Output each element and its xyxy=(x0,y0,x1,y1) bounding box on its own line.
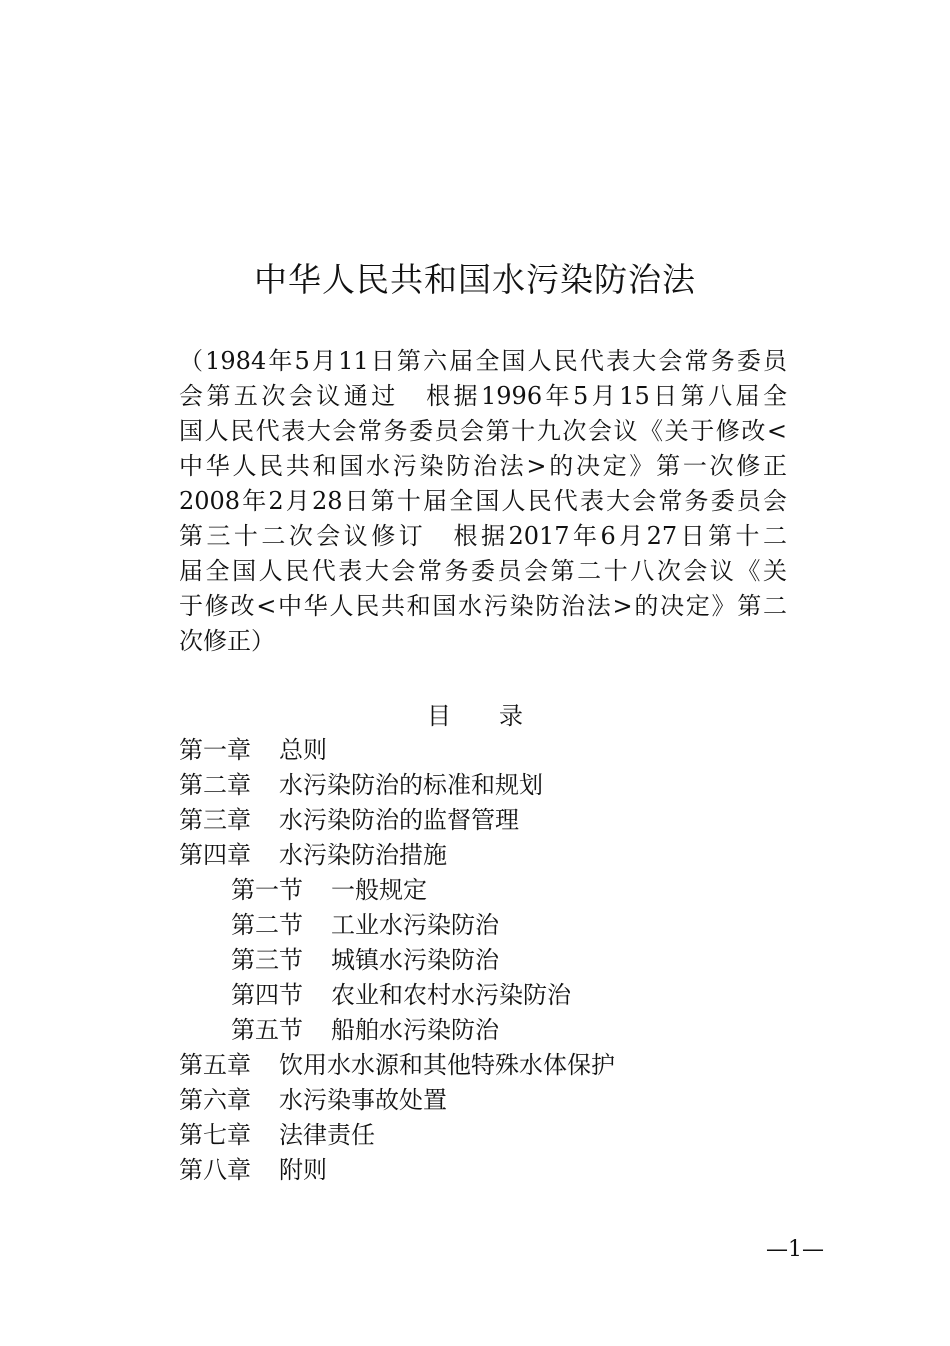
toc-number: 第一节 xyxy=(231,876,303,904)
toc-title: 一般规定 xyxy=(331,876,427,904)
toc-title: 船舶水污染防治 xyxy=(331,1016,499,1044)
toc-section xyxy=(179,943,615,978)
toc-number: 第二章 xyxy=(179,771,251,799)
toc-chapter xyxy=(179,1153,615,1188)
toc-section xyxy=(179,1013,615,1048)
toc-chapter xyxy=(179,1118,615,1153)
toc-title: 法律责任 xyxy=(279,1121,375,1149)
preamble-line: 届全国人民代表大会常务委员会第二十八次会议《关 xyxy=(179,557,787,585)
toc-title: 农业和农村水污染防治 xyxy=(331,981,571,1009)
document-title: 中华人民共和国水污染防治法 xyxy=(254,260,696,299)
toc-number: 第三章 xyxy=(179,806,251,834)
toc-section xyxy=(179,873,615,908)
toc-title: 城镇水污染防治 xyxy=(331,946,499,974)
toc-title: 总则 xyxy=(279,736,327,764)
toc-chapter xyxy=(179,1083,615,1118)
toc-number: 第六章 xyxy=(179,1086,251,1114)
toc-title: 水污染事故处置 xyxy=(279,1086,447,1114)
preamble-line: （1984年5月11日第六届全国人民代表大会常务委员 xyxy=(179,347,787,375)
preamble-line: 会第五次会议通过 根据1996年5月15日第八届全 xyxy=(179,382,787,410)
toc-number: 第二节 xyxy=(231,911,303,939)
toc-chapter xyxy=(179,803,615,838)
toc-heading-right: 录 xyxy=(499,702,523,730)
preamble-line: 中华人民共和国水污染防治法>的决定》第一次修正 xyxy=(179,452,787,480)
toc-number: 第三节 xyxy=(231,946,303,974)
toc-title: 水污染防治措施 xyxy=(279,841,447,869)
toc-number: 第八章 xyxy=(179,1156,251,1184)
legislative-history xyxy=(179,344,787,659)
table-of-contents xyxy=(179,733,615,1188)
preamble-line: 次修正） xyxy=(179,627,275,655)
toc-title: 水污染防治的标准和规划 xyxy=(279,771,543,799)
toc-section xyxy=(179,908,615,943)
toc-section xyxy=(179,978,615,1013)
toc-number: 第一章 xyxy=(179,736,251,764)
preamble-line: 2008年2月28日第十届全国人民代表大会常务委员会 xyxy=(179,487,787,515)
toc-heading-left: 目 xyxy=(427,702,451,730)
toc-title: 饮用水水源和其他特殊水体保护 xyxy=(279,1051,615,1079)
toc-title: 水污染防治的监督管理 xyxy=(279,806,519,834)
preamble-line: 于修改<中华人民共和国水污染防治法>的决定》第二 xyxy=(179,592,787,620)
toc-chapter xyxy=(179,768,615,803)
toc-number: 第七章 xyxy=(179,1121,251,1149)
toc-number: 第四章 xyxy=(179,841,251,869)
toc-chapter xyxy=(179,1048,615,1083)
toc-heading xyxy=(0,699,950,733)
toc-chapter xyxy=(179,733,615,768)
toc-number: 第五节 xyxy=(231,1016,303,1044)
toc-chapter xyxy=(179,838,615,873)
toc-title: 附则 xyxy=(279,1156,327,1184)
preamble-line: 第三十二次会议修订 根据2017年6月27日第十二 xyxy=(179,522,787,550)
toc-number: 第五章 xyxy=(179,1051,251,1079)
toc-title: 工业水污染防治 xyxy=(331,911,499,939)
preamble-line: 国人民代表大会常务委员会第十九次会议《关于修改< xyxy=(179,417,787,445)
page-number: —1— xyxy=(766,1237,824,1262)
toc-number: 第四节 xyxy=(231,981,303,1009)
